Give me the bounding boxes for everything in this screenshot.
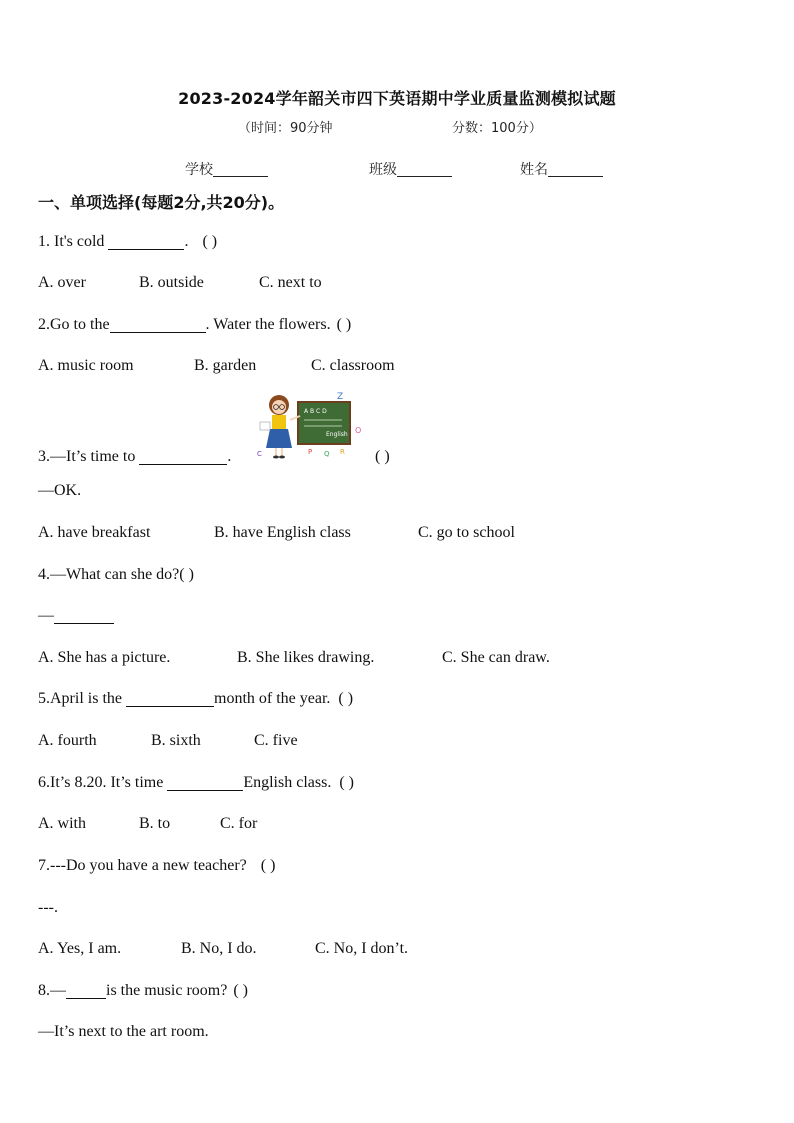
question-stem: 1. It's cold bbox=[38, 233, 105, 250]
option-b[interactable]: B. garden bbox=[194, 357, 257, 374]
option-b[interactable]: B. have English class bbox=[214, 524, 351, 541]
question-7 bbox=[38, 857, 275, 875]
option-b[interactable]: B. to bbox=[139, 815, 171, 832]
answer-paren[interactable]: ( ) bbox=[233, 982, 248, 999]
question-stem-end: is the music room? bbox=[106, 982, 228, 999]
section-heading: 一、单项选择(每题2分,共20分)。 bbox=[38, 193, 285, 212]
option-c[interactable]: C. classroom bbox=[311, 357, 395, 374]
option-b[interactable]: B. sixth bbox=[151, 732, 201, 749]
option-c[interactable]: C. next to bbox=[259, 274, 322, 291]
question-5 bbox=[38, 690, 353, 708]
class-blank[interactable] bbox=[397, 162, 452, 177]
answer-reply-line bbox=[38, 607, 114, 625]
question-stem-end: . bbox=[227, 448, 232, 465]
option-c[interactable]: C. She can draw. bbox=[442, 649, 550, 666]
option-c[interactable]: C. No, I don’t. bbox=[315, 940, 409, 957]
name-label: 姓名 bbox=[520, 162, 548, 178]
class-field[interactable] bbox=[369, 159, 452, 179]
answer-reply: —It’s next to the art room. bbox=[38, 1023, 209, 1040]
question-stem-end: English class. bbox=[243, 774, 332, 791]
teacher-illustration bbox=[254, 390, 366, 464]
question-1 bbox=[38, 233, 217, 251]
name-blank[interactable] bbox=[548, 162, 603, 177]
answer-paren[interactable]: ( ) bbox=[338, 690, 354, 707]
exam-score: 分数：100分） bbox=[452, 121, 542, 136]
answer-paren[interactable]: ( ) bbox=[336, 316, 352, 333]
option-a[interactable]: A. She has a picture. bbox=[38, 649, 171, 666]
question-stem: 4.—What can she do? bbox=[38, 566, 180, 583]
board-letters: A B C D bbox=[304, 408, 327, 415]
answer-blank[interactable] bbox=[108, 233, 184, 250]
name-field[interactable] bbox=[520, 159, 603, 179]
answer-blank[interactable] bbox=[126, 690, 214, 707]
question-2 bbox=[38, 316, 351, 334]
letter-r-icon: R bbox=[340, 448, 345, 456]
class-label: 班级 bbox=[369, 162, 397, 178]
answer-reply: ---. bbox=[38, 899, 58, 916]
question-stem: 5.April is the bbox=[38, 690, 122, 707]
answer-blank[interactable] bbox=[66, 982, 106, 999]
question-stem: 8.— bbox=[38, 982, 66, 999]
letter-o-icon: O bbox=[355, 426, 362, 435]
letter-c-icon: C bbox=[257, 450, 262, 458]
option-a[interactable]: A. with bbox=[38, 815, 86, 832]
letter-q-icon: Q bbox=[324, 450, 330, 458]
question-stem-end: month of the year. bbox=[214, 690, 331, 707]
answer-reply: — bbox=[38, 607, 54, 624]
option-a[interactable]: A. over bbox=[38, 274, 86, 291]
answer-blank[interactable] bbox=[54, 607, 114, 624]
answer-blank[interactable] bbox=[167, 774, 243, 791]
option-c[interactable]: C. go to school bbox=[418, 524, 515, 541]
answer-paren[interactable]: ( ) bbox=[339, 774, 354, 791]
question-6 bbox=[38, 774, 354, 792]
exam-time: （时间：90分钟 bbox=[238, 121, 333, 136]
letter-p-icon: P bbox=[308, 448, 313, 456]
question-stem-end: . Water the flowers. bbox=[205, 316, 331, 333]
board-word: English bbox=[326, 431, 348, 438]
option-a[interactable]: A. Yes, I am. bbox=[38, 940, 122, 957]
question-stem: 6.It’s 8.20. It’s time bbox=[38, 774, 164, 791]
answer-blank[interactable] bbox=[110, 316, 206, 333]
answer-blank[interactable] bbox=[139, 448, 227, 465]
answer-paren[interactable]: ( ) bbox=[260, 857, 276, 874]
option-b[interactable]: B. She likes drawing. bbox=[237, 649, 375, 666]
question-stem-end: . bbox=[184, 233, 189, 250]
answer-paren[interactable]: ( ) bbox=[202, 233, 218, 250]
question-3 bbox=[38, 448, 231, 466]
letter-z-icon: Z bbox=[337, 392, 344, 402]
question-8 bbox=[38, 982, 248, 1000]
option-a[interactable]: A. music room bbox=[38, 357, 134, 374]
page-title: 2023-2024学年韶关市四下英语期中学业质量监测模拟试题 bbox=[178, 89, 616, 108]
school-label: 学校 bbox=[185, 162, 213, 178]
school-field[interactable] bbox=[185, 159, 268, 179]
answer-paren[interactable]: ( ) bbox=[179, 566, 194, 583]
option-c[interactable]: C. five bbox=[254, 732, 298, 749]
answer-paren[interactable]: ( ) bbox=[375, 448, 390, 465]
answer-reply: —OK. bbox=[38, 482, 82, 499]
question-4 bbox=[38, 566, 194, 584]
question-stem: 3.—It’s time to bbox=[38, 448, 136, 465]
option-a[interactable]: A. have breakfast bbox=[38, 524, 151, 541]
option-b[interactable]: B. outside bbox=[139, 274, 204, 291]
school-blank[interactable] bbox=[213, 162, 268, 177]
option-b[interactable]: B. No, I do. bbox=[181, 940, 257, 957]
question-stem: 2.Go to the bbox=[38, 316, 110, 333]
question-stem: 7.---Do you have a new teacher? bbox=[38, 857, 247, 874]
option-c[interactable]: C. for bbox=[220, 815, 258, 832]
option-a[interactable]: A. fourth bbox=[38, 732, 97, 749]
